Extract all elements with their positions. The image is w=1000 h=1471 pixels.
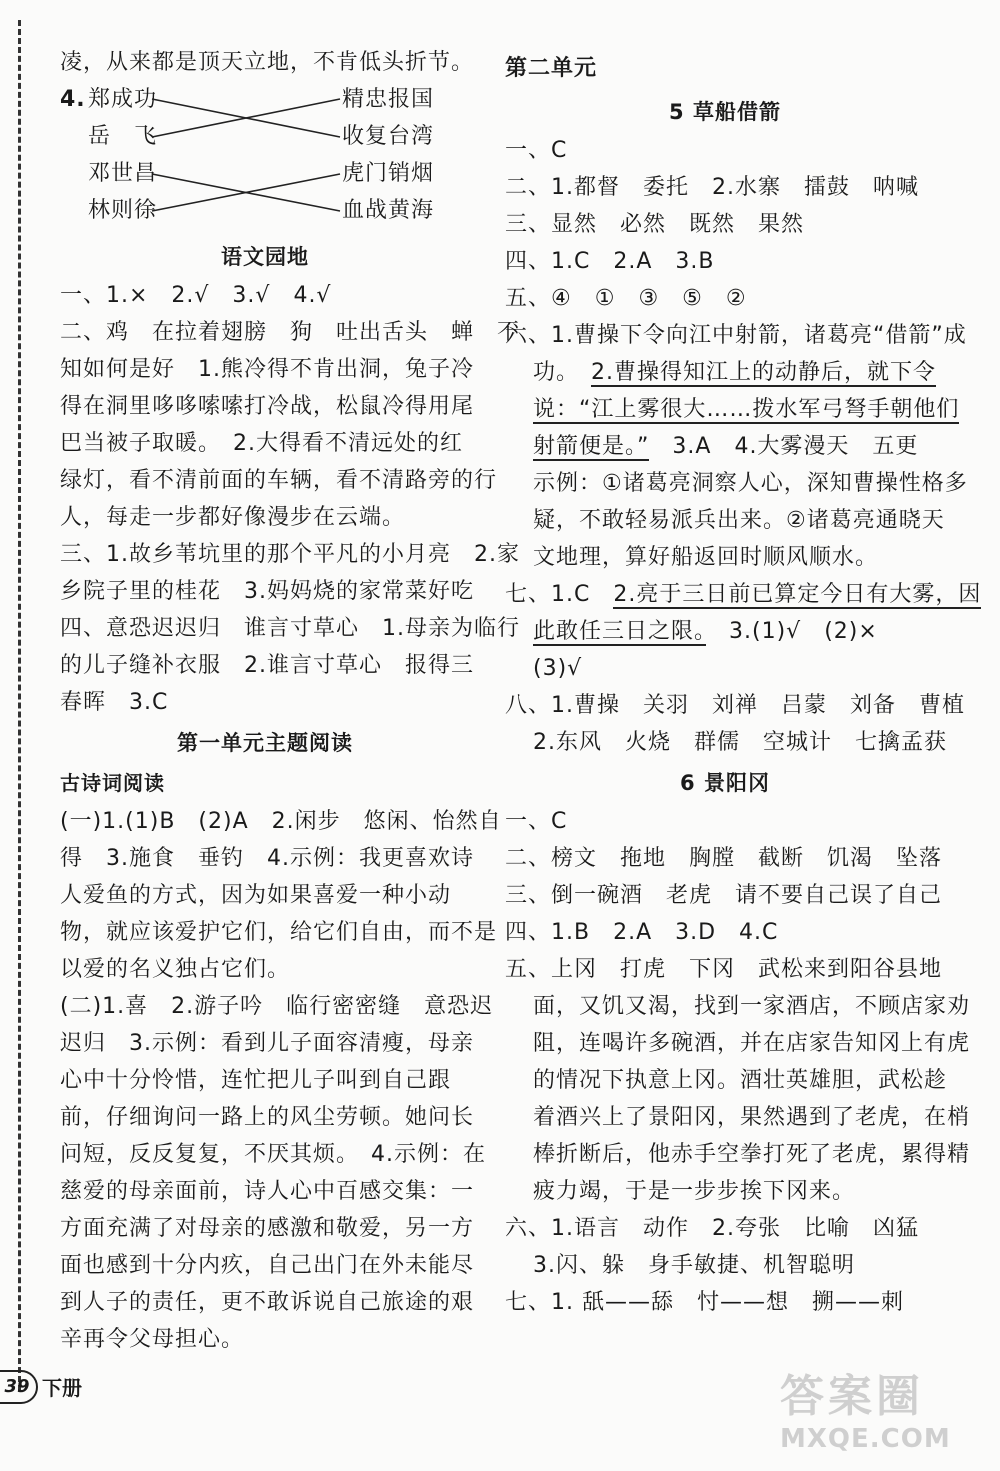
- answer-line: 五、④ ① ③ ⑤ ②: [505, 286, 747, 311]
- matching-exercise: [60, 81, 470, 231]
- answer-text: 功。: [533, 360, 592, 385]
- match-left-2: 岳 飞: [88, 124, 158, 149]
- lesson5-title: 5 草船借箭: [669, 100, 781, 124]
- match-right-4: 血战黄海: [342, 198, 435, 223]
- answer-line: 二、1.都督 委托 2.水寨 擂鼓 呐喊: [505, 175, 919, 200]
- answer-line: 人爱鱼的方式，因为如果喜爱一种小动: [60, 883, 452, 908]
- subsection-title-poetry: 古诗词阅读: [60, 771, 165, 795]
- answer-line: 四、1.C 2.A 3.B: [505, 249, 715, 274]
- answer-line: 前，仔细询问一路上的风尘劳顿。她问长: [60, 1105, 475, 1130]
- answer-line: 的情况下执意上冈。酒壮英雄胆，武松趁: [533, 1068, 948, 1093]
- answer-line: 知如何是好 1.熊冷得不肯出洞，兔子冷: [60, 357, 474, 382]
- intro-line: 凌，从来都是顶天立地，不肯低头折节。: [60, 50, 475, 75]
- answer-line: 二、鸡 在拉着翅膀 狗 吐出舌头 蝉 不: [60, 320, 521, 345]
- answer-line: (二)1.喜 2.游子吟 临行密密缝 意恐迟: [60, 994, 494, 1019]
- answer-line: 面，又饥又渴，找到一家酒店，不顾店家劝: [533, 994, 971, 1019]
- answer-line: 巴当被子取暖。 2.大得看不清远处的红: [60, 431, 463, 456]
- answer-line: 心中十分怜惜，连忙把儿子叫到自己跟: [60, 1068, 452, 1093]
- answer-line: 慈爱的母亲面前，诗人心中百感交集：一: [60, 1179, 475, 1204]
- answer-line: 五、上冈 打虎 下冈 武松来到阳谷县地: [505, 957, 943, 982]
- volume-label: 下册: [42, 1376, 82, 1400]
- answer-line: (一)1.(1)B (2)A 2.闲步 悠闲、怡然自: [60, 809, 502, 834]
- answer-line: 辛再令父母担心。: [60, 1327, 245, 1352]
- match-number: 4.: [60, 87, 86, 112]
- answer-line: 人，每走一步都好像漫步在云端。: [60, 505, 406, 530]
- answer-line: 着酒兴上了景阳冈，果然遇到了老虎，在梢: [533, 1105, 971, 1130]
- answer-line: 迟归 3.示例：看到儿子面容清瘦，母亲: [60, 1031, 474, 1056]
- match-right-3: 虎门销烟: [342, 161, 435, 186]
- answer-line: 二、榜文 拖地 胸膛 截断 饥渴 坠落: [505, 846, 943, 871]
- answer-line: 棒折断后，他赤手空拳打死了老虎，累得精: [533, 1142, 971, 1167]
- unit-title: 第二单元: [505, 56, 598, 81]
- answer-line: 文地理，算好船返回时顺风顺水。: [533, 545, 879, 570]
- answer-line: 阻，连喝许多碗酒，并在店家告知冈上有虎: [533, 1031, 971, 1056]
- answer-line: [505, 576, 982, 613]
- answer-text: 3.(1)√ (2)×: [706, 619, 878, 644]
- right-column: [505, 44, 982, 1321]
- underlined-text: 2.亮于三日前已算定今日有大雾，因: [613, 582, 982, 607]
- match-left-3: 邓世昌: [88, 161, 158, 186]
- answer-line: 以爱的名义独占它们。: [60, 957, 291, 982]
- answer-line: 一、1.× 2.√ 3.√ 4.√: [60, 283, 332, 308]
- answer-line: 乡院子里的桂花 3.妈妈烧的家常菜好吃: [60, 579, 474, 604]
- answer-line: 物，就应该爱护它们，给它们自由，而不是: [60, 920, 498, 945]
- match-right-2: 收复台湾: [342, 124, 435, 149]
- answer-line: 疑，不敢轻易派兵出来。②诸葛亮通晓天: [533, 508, 945, 533]
- page-number: 39: [0, 1370, 38, 1404]
- answer-line: [505, 354, 945, 391]
- answer-line: 得 3.施食 垂钓 4.示例：我更喜欢诗: [60, 846, 474, 871]
- answer-line: (3)√: [533, 656, 583, 681]
- answer-line: 三、1.故乡苇坑里的那个平凡的小月亮 2.家: [60, 542, 520, 567]
- answer-line: 四、1.B 2.A 3.D 4.C: [505, 920, 779, 945]
- answer-line: 一、C: [505, 809, 568, 834]
- underlined-text: 此敢任三日之限。: [533, 619, 707, 644]
- answer-line: 2.东风 火烧 群儒 空城计 七擒孟获: [533, 730, 947, 755]
- answer-line: 的儿子缝补衣服 2.谁言寸草心 报得三: [60, 653, 474, 678]
- answer-line: 四、意恐迟迟归 谁言寸草心 1.母亲为临行: [60, 616, 520, 641]
- answer-line: 六、1.曹操下令向江中射箭，诸葛亮“借箭”成: [505, 323, 967, 348]
- answer-line: 3.闪、躲 身手敏捷、机智聪明: [533, 1253, 855, 1278]
- answer-line: [505, 391, 960, 428]
- answer-line: 一、C: [505, 138, 568, 163]
- answer-line: 面也感到十分内疚，自己出门在外未能尽: [60, 1253, 475, 1278]
- answer-line: [505, 613, 945, 650]
- left-column: [60, 44, 521, 1358]
- underlined-text: 说：“江上雾很大……拨水军弓弩手朝他们: [533, 397, 960, 422]
- answer-line: 方面充满了对母亲的感激和敬爱，另一方: [60, 1216, 475, 1241]
- answer-line: 六、1.语言 动作 2.夸张 比喻 凶猛: [505, 1216, 919, 1241]
- answer-line: 疲力竭，于是一步步挨下冈来。: [533, 1179, 856, 1204]
- underlined-text: 射箭便是。”: [533, 434, 650, 459]
- underlined-text: 2.曹操得知江上的动静后，就下令: [591, 360, 937, 385]
- lesson6-title: 6 景阳冈: [680, 771, 770, 795]
- answer-line: 三、倒一碗酒 老虎 请不要自己误了自己: [505, 883, 943, 908]
- answer-line: 三、显然 必然 既然 果然: [505, 212, 805, 237]
- answer-line: 到人子的责任，更不敢诉说自己旅途的艰: [60, 1290, 475, 1315]
- watermark-url: MXQE.COM: [780, 1424, 951, 1454]
- watermark-text: 答案圈: [780, 1371, 924, 1422]
- section-title-yuwen-yuandi: 语文园地: [221, 245, 309, 269]
- match-left-4: 林则徐: [88, 198, 158, 223]
- match-left-1: 郑成功: [88, 87, 158, 112]
- answer-line: [505, 428, 945, 465]
- answer-line: 绿灯，看不清前面的车辆，看不清路旁的行: [60, 468, 498, 493]
- answer-line: 八、1.曹操 关羽 刘禅 吕蒙 刘备 曹植: [505, 693, 965, 718]
- watermark-logo: [780, 1360, 990, 1460]
- answer-line: 七、1. 舐——舔 忖——想 搠——刺: [505, 1290, 904, 1315]
- match-lines: [60, 81, 470, 231]
- answer-line: 得在洞里哆哆嗦嗦打冷战，松鼠冷得用尾: [60, 394, 475, 419]
- answer-text: 七、1.C: [505, 582, 614, 607]
- answer-line: 问短，反反复复，不厌其烦。 4.示例：在: [60, 1142, 486, 1167]
- answer-text: 3.A 4.大雾漫天 五更: [649, 434, 919, 459]
- section-title-unit1-reading: 第一单元主题阅读: [177, 731, 353, 755]
- answer-line: 春晖 3.C: [60, 690, 169, 715]
- page-footer: [0, 1368, 200, 1408]
- binding-margin-line: [18, 20, 21, 1391]
- answer-line: 示例：①诸葛亮洞察人心，深知曹操性格多: [533, 471, 968, 496]
- match-right-1: 精忠报国: [342, 87, 435, 112]
